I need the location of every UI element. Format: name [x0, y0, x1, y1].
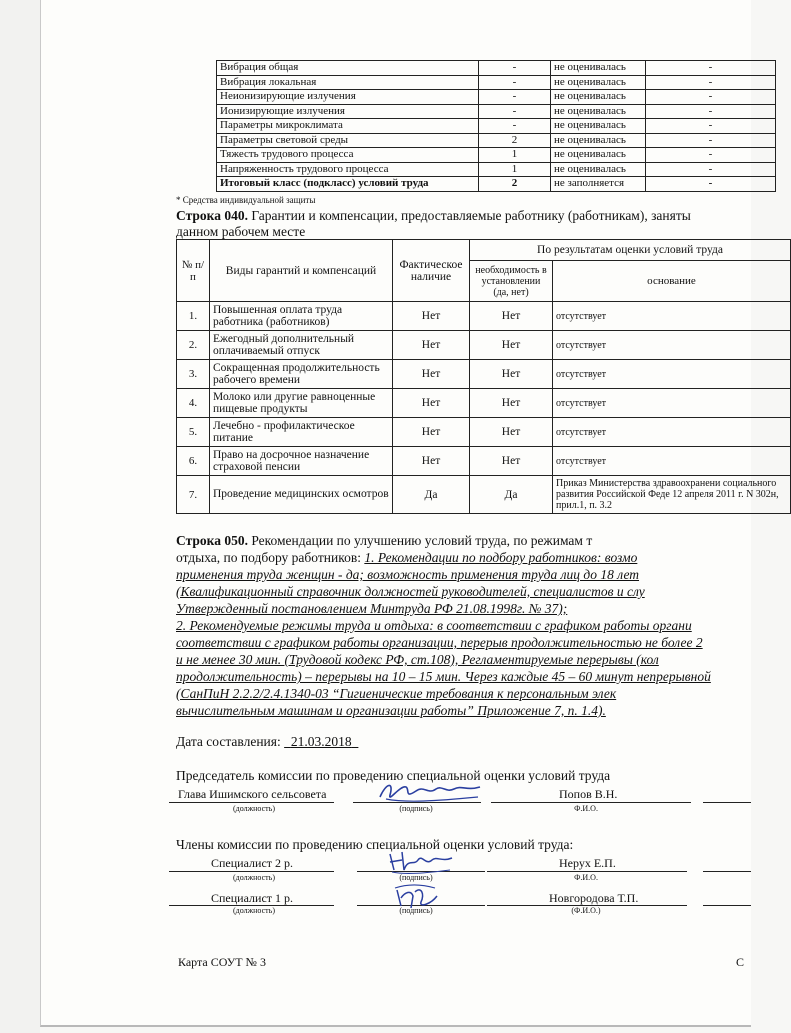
factors-total-row: [217, 177, 776, 192]
factor-name: Вибрация общая: [217, 61, 479, 76]
row050-label: Строка 050.: [176, 533, 248, 548]
factor-hazard: не оценивалась: [551, 61, 646, 76]
factor-class: -: [479, 61, 551, 76]
chair-cap-sign: (подпись): [399, 804, 433, 813]
guarantee-actual: Да: [393, 476, 470, 514]
rec1-b: применения труда женщин - да; возможность применения труда лиц до 18 лет: [176, 567, 640, 582]
factor-class: -: [479, 119, 551, 134]
factor-extra: -: [646, 148, 776, 163]
chair-cap-position: (должность): [233, 804, 275, 813]
date-line: [176, 733, 358, 750]
factor-hazard: не оценивалась: [551, 90, 646, 105]
row050-intro2: отдыха, по подбору работников:: [176, 550, 365, 565]
factor-extra: -: [646, 90, 776, 105]
member-2-position: Специалист 1 р.: [211, 891, 294, 905]
guarantee-actual: Нет: [393, 360, 470, 389]
factors-row: [217, 90, 776, 105]
chair-heading: Председатель комиссии по проведению специальной оценки условий труда: [176, 768, 611, 783]
guarantees-table: [176, 239, 791, 514]
date-label: Дата составления:: [176, 734, 281, 749]
col-actual-header: Фактическое наличие: [393, 240, 470, 302]
factor-class: -: [479, 104, 551, 119]
footnote: * Средства индивидуальной защиты: [176, 195, 316, 205]
rec2-a: 2. Рекомендуемые режимы труда и отдыха: в соответствии с графиком работы органи: [176, 618, 692, 633]
guarantee-row: [177, 331, 791, 360]
factor-name: Тяжесть трудового процесса: [217, 148, 479, 163]
row050-intro1: Рекомендации по улучшению условий труда, по режимам т: [247, 533, 593, 548]
member-2-signature: [391, 882, 441, 912]
chair-position: Глава Ишимского сельсовета: [178, 787, 327, 801]
guarantee-basis: отсутствует: [553, 360, 791, 389]
chair-name: Попов В.Н.: [559, 787, 618, 801]
member-1-cap-sign: (подпись): [399, 873, 433, 882]
col-num-header: № п/п: [177, 240, 210, 302]
factor-hazard: не оценивалась: [551, 133, 646, 148]
guarantee-num: 5.: [177, 418, 210, 447]
factor-class: 1: [479, 148, 551, 163]
guarantee-needed: Да: [470, 476, 553, 514]
factor-name: Неионизирующие излучения: [217, 90, 479, 105]
factor-extra: -: [646, 75, 776, 90]
guarantee-actual: Нет: [393, 389, 470, 418]
factor-hazard: не оценивалась: [551, 75, 646, 90]
factor-hazard: не оценивалась: [551, 104, 646, 119]
row040-title2: данном рабочем месте: [176, 224, 306, 239]
guarantee-basis: отсутствует: [553, 418, 791, 447]
factors-row: [217, 104, 776, 119]
member-1-name: Нерух Е.П.: [559, 856, 616, 870]
row040-heading: [176, 207, 691, 224]
guarantee-basis: отсутствует: [553, 389, 791, 418]
guarantee-num: 1.: [177, 302, 210, 331]
guarantee-row: [177, 302, 791, 331]
member-1-position: Специалист 2 р.: [211, 856, 294, 870]
factors-row: [217, 162, 776, 177]
guarantee-num: 4.: [177, 389, 210, 418]
col-kind-header: Виды гарантий и компенсаций: [210, 240, 393, 302]
guarantee-num: 2.: [177, 331, 210, 360]
guarantee-needed: Нет: [470, 418, 553, 447]
guarantee-actual: Нет: [393, 331, 470, 360]
factor-hazard: не оценивалась: [551, 162, 646, 177]
factor-class: -: [479, 75, 551, 90]
factor-extra: -: [646, 133, 776, 148]
scan-margin: [0, 0, 40, 1033]
guarantee-actual: Нет: [393, 418, 470, 447]
date-value: 21.03.2018: [290, 734, 352, 749]
rec2-c: и не менее 30 мин. (Трудовой кодекс РФ, ст.108), Регламентируемые перерывы (кол: [176, 652, 659, 667]
factor-extra: -: [646, 61, 776, 76]
guarantee-row: [177, 360, 791, 389]
row040-title: Гарантии и компенсации, предоставляемые работнику (работникам), заняты: [247, 208, 691, 223]
factor-hazard: не оценивалась: [551, 148, 646, 163]
guarantee-num: 7.: [177, 476, 210, 514]
factor-name: Вибрация локальная: [217, 75, 479, 90]
rec2-f: вычислительным машинам и организации работы” Приложение 7, п. 1.4).: [176, 703, 606, 718]
guarantee-basis: отсутствует: [553, 302, 791, 331]
guarantee-needed: Нет: [470, 447, 553, 476]
rec2-d: продолжительность) – перерывы на 10 – 15 мин. Через каждые 45 – 60 минут непрерывной: [176, 669, 711, 684]
col-needed-header: необходимость в установлении (да, нет): [470, 261, 553, 302]
members-heading: Члены комиссии по проведению специальной оценки условий труда:: [176, 837, 574, 852]
factors-row: [217, 119, 776, 134]
factor-name: Параметры микроклимата: [217, 119, 479, 134]
guarantee-kind: Повышенная оплата труда работника (работников): [210, 302, 393, 331]
guarantee-row: [177, 418, 791, 447]
factor-extra: -: [646, 104, 776, 119]
factor-name: Параметры световой среды: [217, 133, 479, 148]
rec1-c: (Квалификационный справочник должностей руководителей, специалистов и слу: [176, 584, 645, 599]
col-group-header: По результатам оценки условий труда: [470, 240, 791, 261]
factor-name: Итоговый класс (подкласс) условий труда: [217, 177, 479, 192]
member-1-cap-name: Ф.И.О.: [574, 873, 598, 882]
document-page: [40, 0, 779, 1027]
factor-hazard: не заполняется: [551, 177, 646, 192]
factors-row: [217, 61, 776, 76]
chair-cap-name: Ф.И.О.: [574, 804, 598, 813]
row040-label: Строка 040.: [176, 208, 248, 223]
guarantee-basis: Приказ Министерства здравоохранени социального развития Российской Феде 12 апреля 2011 г. N 302н, прил.1, п. 3.2: [553, 476, 791, 514]
member-2-cap-sign: (подпись): [399, 906, 433, 915]
footer-left: Карта СОУТ № 3: [178, 955, 267, 969]
guarantee-kind: Проведение медицинских осмотров: [210, 476, 393, 514]
member-1-cap-position: (должность): [233, 873, 275, 882]
member-1-signature: [386, 848, 456, 876]
member-2-cap-name: (Ф.И.О.): [571, 906, 601, 915]
factors-table: [216, 60, 776, 192]
factor-extra: -: [646, 177, 776, 192]
guarantee-needed: Нет: [470, 302, 553, 331]
col-basis-header: основание: [553, 261, 791, 302]
row050-block: [176, 532, 766, 719]
factor-hazard: не оценивалась: [551, 119, 646, 134]
guarantee-num: 3.: [177, 360, 210, 389]
guarantee-actual: Нет: [393, 302, 470, 331]
guarantee-kind: Сокращенная продолжительность рабочего времени: [210, 360, 393, 389]
rec2-e: (СанПиН 2.2.2/2.4.1340-03 “Гигиенические требования к персональным элек: [176, 686, 617, 701]
rec1-d: Утвержденный постановлением Минтруда РФ 21.08.1998г. № 37);: [176, 601, 568, 616]
rec1-a: 1. Рекомендации по подбору работников: возмо: [364, 550, 638, 565]
guarantee-row: [177, 476, 791, 514]
factor-class: -: [479, 90, 551, 105]
guarantee-kind: Право на досрочное назначение страховой пенсии: [210, 447, 393, 476]
factor-extra: -: [646, 162, 776, 177]
factor-class: 2: [479, 133, 551, 148]
guarantee-actual: Нет: [393, 447, 470, 476]
guarantee-needed: Нет: [470, 360, 553, 389]
member-2-cap-position: (должность): [233, 906, 275, 915]
factors-row: [217, 75, 776, 90]
member-2-name: Новгородова Т.П.: [549, 891, 639, 905]
chair-signature: [376, 777, 486, 807]
guarantee-needed: Нет: [470, 389, 553, 418]
factor-name: Напряженность трудового процесса: [217, 162, 479, 177]
footer-right: С: [736, 955, 745, 969]
guarantee-needed: Нет: [470, 331, 553, 360]
rec2-b: соответствии с графиком работы организации, перерыв продолжительностью не более 2: [176, 635, 703, 650]
guarantee-row: [177, 447, 791, 476]
factor-class: 2: [479, 177, 551, 192]
guarantee-kind: Лечебно - профилактическое питание: [210, 418, 393, 447]
guarantee-basis: отсутствует: [553, 447, 791, 476]
guarantee-row: [177, 389, 791, 418]
guarantee-kind: Молоко или другие равноценные пищевые продукты: [210, 389, 393, 418]
factor-name: Ионизирующие излучения: [217, 104, 479, 119]
factors-row: [217, 133, 776, 148]
guarantee-basis: отсутствует: [553, 331, 791, 360]
factor-extra: -: [646, 119, 776, 134]
factor-class: 1: [479, 162, 551, 177]
guarantee-kind: Ежегодный дополнительный оплачиваемый отпуск: [210, 331, 393, 360]
factors-row: [217, 148, 776, 163]
guarantee-num: 6.: [177, 447, 210, 476]
